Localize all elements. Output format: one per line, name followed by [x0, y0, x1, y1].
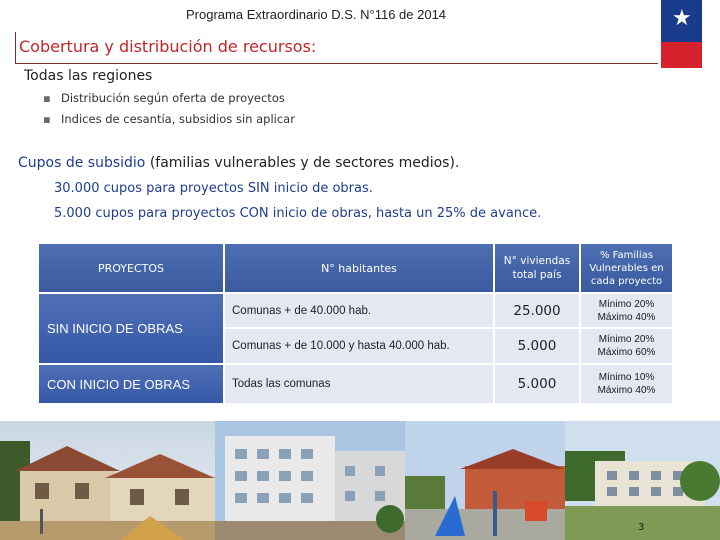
bullet-icon: ▪ — [43, 91, 51, 105]
housing-photo-2 — [215, 421, 405, 540]
pct-max: Máximo 40% — [597, 311, 656, 323]
title-rule-horizontal — [15, 63, 658, 64]
cupos-sin-line: 30.000 cupos para proyectos SIN inicio de obras. — [54, 181, 373, 196]
title-rule-vertical — [15, 32, 16, 64]
pct-max: Máximo 60% — [597, 347, 656, 358]
group-con-inicio: CON INICIO DE OBRAS — [38, 364, 224, 404]
regions-heading: Todas las regiones — [24, 68, 153, 84]
pct-min: Mínimo 20% — [598, 298, 655, 310]
bullet-item — [43, 112, 295, 126]
header-viviendas: N° viviendas total país — [494, 243, 580, 293]
cell-habitantes: Comunas + de 10.000 y hasta 40.000 hab. — [224, 328, 494, 364]
cell-habitantes: Comunas + de 40.000 hab. — [224, 293, 494, 328]
cell-viviendas: 25.000 — [494, 293, 580, 328]
logo-flag-red — [661, 42, 702, 68]
cell-familias — [580, 293, 673, 328]
cell-familias — [580, 328, 673, 364]
group-sin-inicio: SIN INICIO DE OBRAS — [38, 293, 224, 364]
bullet-text: Distribución según oferta de proyectos — [61, 91, 285, 105]
cupos-rest: (familias vulnerables y de sectores medios). — [145, 155, 460, 171]
housing-photo-2-image — [215, 421, 405, 540]
cupos-label: Cupos de subsidio — [18, 155, 146, 171]
pct-min: Mínimo 10% — [598, 372, 655, 383]
cell-viviendas: 5.000 — [494, 328, 580, 364]
bullet-text: Indices de cesantía, subsidios sin aplicar — [61, 112, 295, 126]
page-number: 3 — [638, 522, 645, 533]
cell-familias — [580, 364, 673, 404]
cupos-con-line: 5.000 cupos para proyectos CON inicio de obras, hasta un 25% de avance. — [54, 206, 542, 221]
cell-habitantes: Todas las comunas — [224, 364, 494, 404]
header-title: Programa Extraordinario D.S. N°116 de 2014 — [186, 7, 447, 22]
housing-photo-3 — [405, 421, 565, 540]
bullet-item — [43, 91, 285, 105]
star-icon: ★ — [672, 6, 692, 31]
header-habitantes: N° habitantes — [224, 243, 494, 293]
housing-photo-1 — [0, 421, 215, 540]
bullet-icon: ▪ — [43, 112, 51, 126]
housing-photo-1-image — [0, 421, 215, 540]
cell-viviendas: 5.000 — [494, 364, 580, 404]
pct-min: Mínimo 20% — [598, 334, 655, 345]
pct-max: Máximo 40% — [597, 385, 656, 396]
page-title: Cobertura y distribución de recursos: — [19, 37, 317, 56]
header-proyectos: PROYECTOS — [38, 243, 224, 293]
cupos-line — [18, 155, 459, 171]
housing-photo-3-image — [405, 421, 565, 540]
header-familias: % Familias Vulnerables en cada proyecto — [580, 243, 673, 293]
